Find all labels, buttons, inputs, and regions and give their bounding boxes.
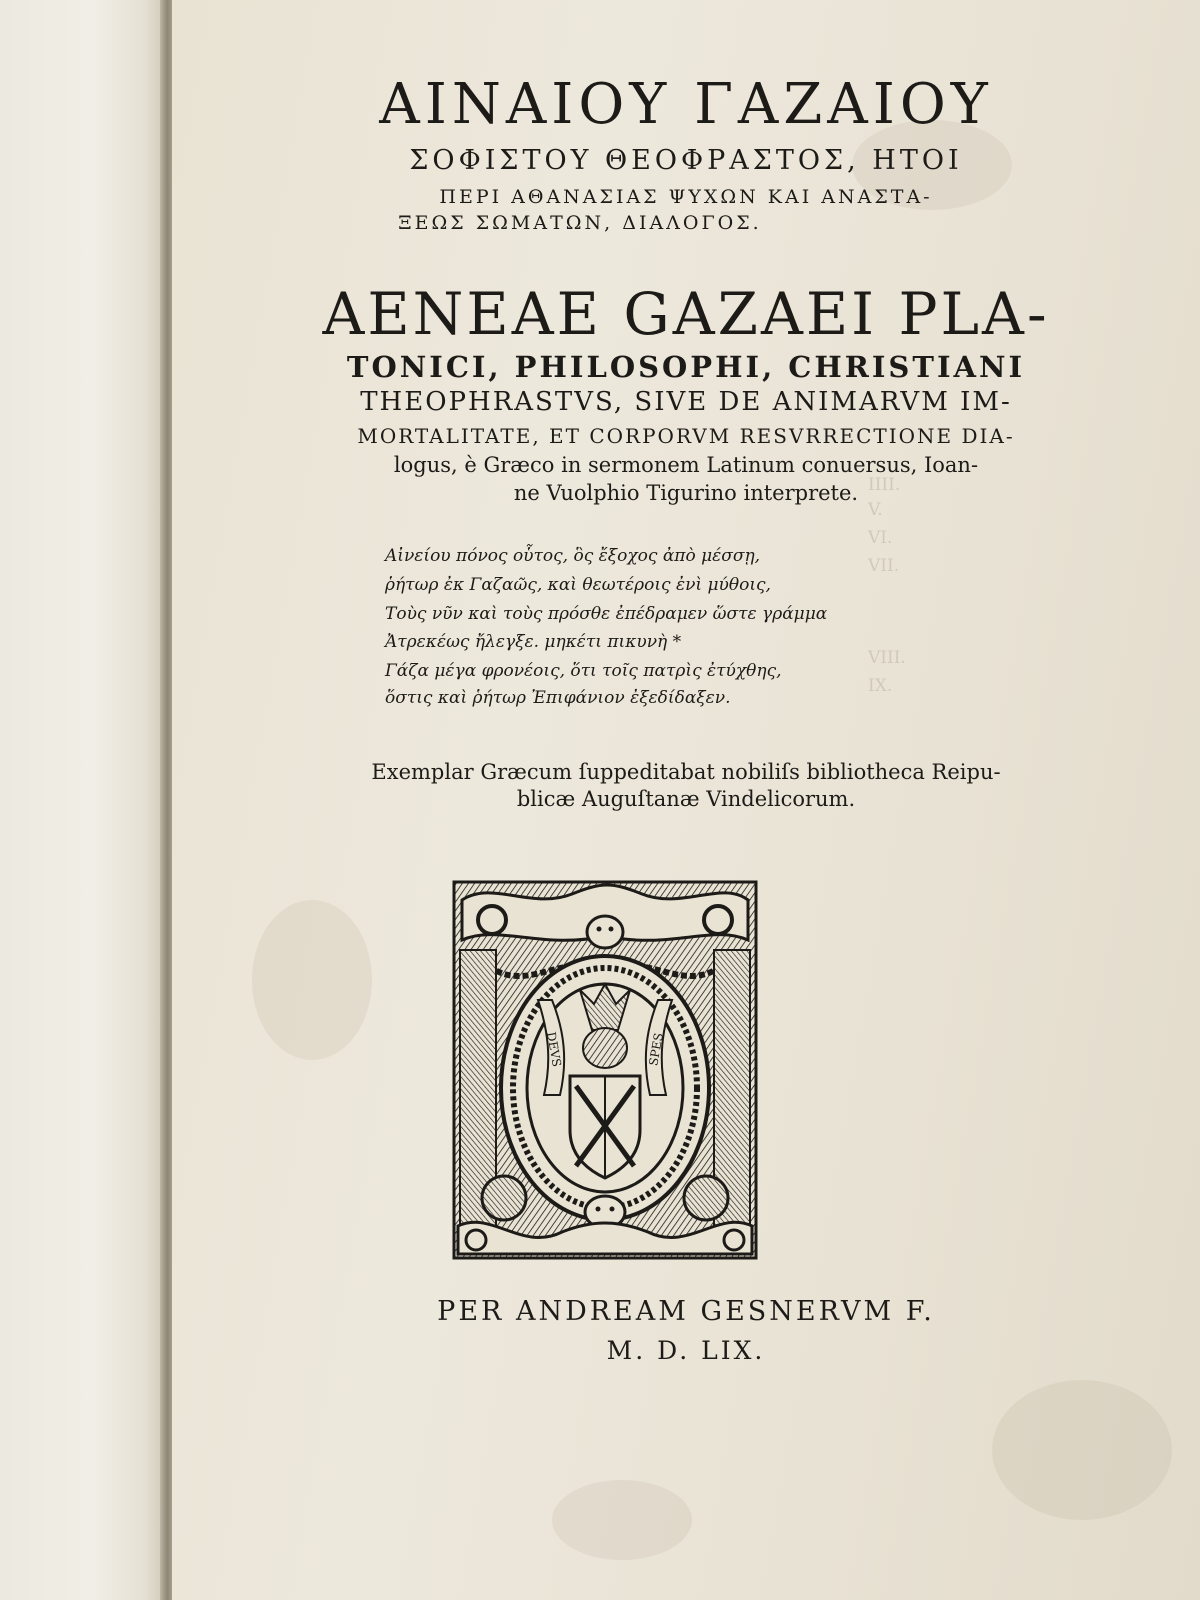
greek-title-line-2: ΣΟΦΙΣΤΟΥ ΘΕΟΦΡΑΣΤΟΣ, ΗΤΟΙ bbox=[409, 145, 963, 176]
latin-title-line-5: logus, è Græco in sermonem Latinum conuersus, Ioan- bbox=[393, 453, 979, 477]
latin-title-line-2: TONICI, PHILOSOPHI, CHRISTIANI bbox=[346, 350, 1026, 384]
verse-line-1: Αἰνείου πόνος οὗτος, ὃς ἔξοχος ἀπὸ μέσσῃ, bbox=[385, 546, 761, 566]
exemplar-line-1: Exemplar Græcum ſuppeditabat nobiliſs bibliotheca Reipu- bbox=[371, 760, 1001, 784]
latin-title-line-6: ne Vuolphio Tigurino interprete. bbox=[513, 481, 859, 505]
verse-line-2: ῥήτωρ ἐκ Γαζαῶς, καὶ θεωτέροις ἐνὶ μύθοις, bbox=[385, 575, 771, 595]
greek-title-line-1: ΑΙΝΑΙΟΥ ΓΑΖΑΙΟΥ bbox=[379, 72, 993, 137]
imprint-date: M. D. LIX. bbox=[606, 1336, 766, 1365]
imprint-printer: PER ANDREAM GESNERVM F. bbox=[437, 1296, 935, 1327]
device-banner-left: DEVS bbox=[543, 1030, 564, 1068]
latin-title-line-3: THEOPHRASTVS, SIVE DE ANIMARVM IM- bbox=[360, 387, 1012, 417]
printers-device-woodcut bbox=[452, 880, 758, 1260]
exemplar-line-2: blicæ Auguſtanæ Vindelicorum. bbox=[516, 787, 856, 811]
device-banner-right: SPES bbox=[646, 1031, 666, 1067]
verse-line-5: Γάζα μέγα φρονέοις, ὅτι τοῖς πατρὶς ἐτύχθης, bbox=[385, 661, 782, 681]
greek-title-line-3: ΠΕΡΙ ΑΘΑΝΑΣΙΑΣ ΨΥΧΩΝ ΚΑΙ ΑΝΑΣΤΑ- bbox=[439, 186, 933, 208]
book-photo: IIII. V. VI. VII. VIII. IX. ΑΙΝΑΙΟΥ ΓΑΖΑΙΟΥ ΣΟΦΙΣΤΟΥ ΘΕΟΦΡΑΣΤΟΣ, ΗΤΟΙ ΠΕΡΙ ΑΘΑΝΑΣΙΑΣ ΨΥΧΩΝ ΚΑΙ ΑΝΑΣΤΑ- ΞΕΩΣ ΣΩΜΑΤΩΝ, ΔΙΑΛΟΓΟΣ. AENEAE GAZAEI PLA- TONICI, PHILOSOPHI, CHRISTIANI THEOPHRASTVS, SIVE DE ANIMARVM IM- MORTALITATE, ET CORPORVM RESVRRECTIONE DIA- logus, è Græco in sermonem Latinum conuersus, Ioan- ne Vuolphio Tigurino interprete. Αἰνείου πόνος οὗτος, ὃς ἔξοχος ἀπὸ μέσσῃ, ῥήτωρ ἐκ Γαζαῶς, καὶ θεωτέροις ἐνὶ μύθοις, Τοὺς νῦν καὶ τοὺς πρόσθε ἐπέδραμεν ὥστε γράμμα Ἀτρεκέως ἤλεγξε. μηκέτι πικυνὴ * Γάζα μέγα φρονέοις, ὅτι τοῖς πατρὶς ἐτύχθης, ὅστις καὶ ῥήτωρ Ἐπιφάνιον ἐξεδίδαξεν. Exemplar Græcum ſuppeditabat nobiliſs bibliotheca Reipu- blicæ Auguſtanæ Vindelicorum. DEVS SPES PER ANDREAM GESNERVM F. M. D. LIX. bbox=[0, 0, 1200, 1600]
verse-line-4: Ἀτρεκέως ἤλεγξε. μηκέτι πικυνὴ * bbox=[385, 632, 682, 652]
left-facing-page bbox=[0, 0, 168, 1600]
greek-title-line-4: ΞΕΩΣ ΣΩΜΑΤΩΝ, ΔΙΑΛΟΓΟΣ. bbox=[398, 212, 762, 234]
latin-title-line-4: MORTALITATE, ET CORPORVM RESVRRECTIONE DIA- bbox=[357, 424, 1015, 448]
verse-line-6: ὅστις καὶ ῥήτωρ Ἐπιφάνιον ἐξεδίδαξεν. bbox=[385, 688, 731, 708]
latin-title-line-1: AENEAE GAZAEI PLA- bbox=[322, 280, 1050, 348]
verse-line-3: Τοὺς νῦν καὶ τοὺς πρόσθε ἐπέδραμεν ὥστε γράμμα bbox=[385, 604, 828, 624]
